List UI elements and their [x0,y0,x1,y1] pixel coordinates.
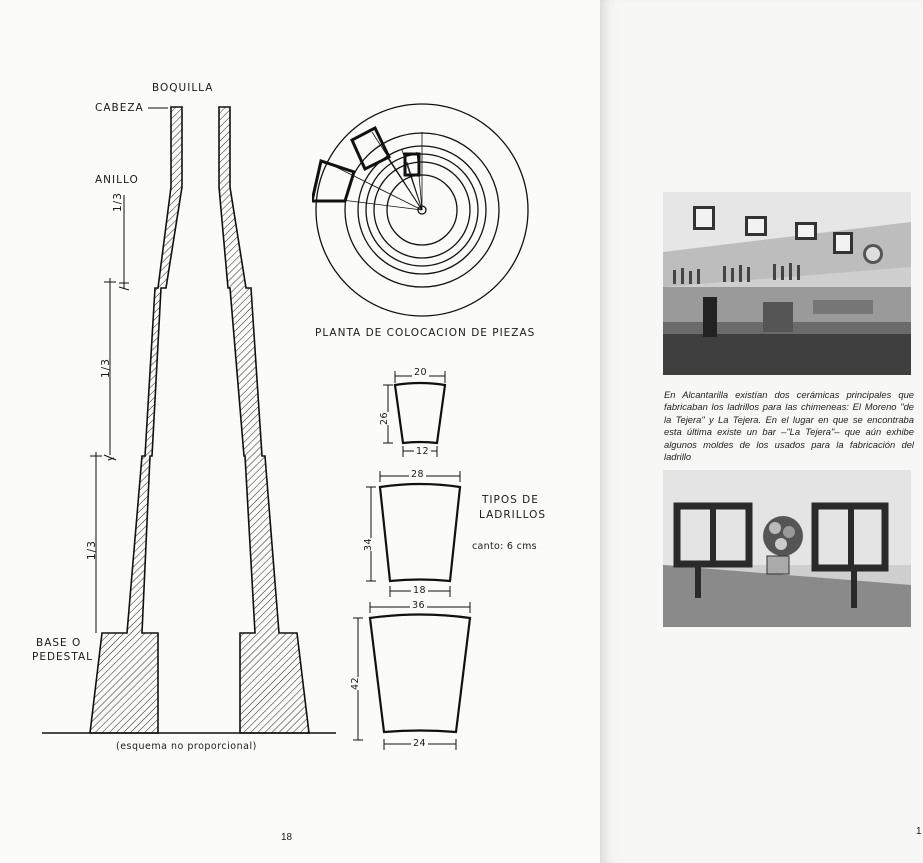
bricks-diagram [350,365,570,765]
small-brick-top: 20 [414,367,428,378]
label-base-line2: PEDESTAL [32,651,93,663]
bar-interior-photo [663,192,911,375]
medium-brick-bottom: 18 [413,585,427,596]
brick-moulds-photo [663,470,911,627]
chimney-right-wall [219,107,309,733]
label-tipos-de: TIPOS DE [482,494,539,506]
small-brick-height: 26 [379,411,390,425]
label-third-bottom: 1/3 [86,540,98,560]
large-brick-height: 42 [350,676,361,690]
photo-caption: En Alcantarilla existían dos cerámicas principales que fabricaban los ladrillos para las chimeneas: El Moreno "de la Tejera" y La Tejera. En el lugar en que se encontraba esta última existe un bar –"La Tejera"– que aún exhibe algunos moldes de los usados para la fabricación del ladrillo [664,389,914,463]
label-third-top: 1/3 [112,192,124,212]
label-third-middle: 1/3 [100,358,112,378]
page-number-left: 18 [281,832,293,843]
page-number-right: 1 [916,826,922,837]
label-esquema: (esquema no proporcional) [116,741,257,752]
third-dimension-lines [90,195,129,633]
label-planta-title: PLANTA DE COLOCACION DE PIEZAS [315,327,536,339]
medium-brick-height: 34 [363,537,374,551]
label-ladrillos: LADRILLOS [479,509,547,521]
label-base-line1: BASE O [36,637,82,649]
small-brick-bottom: 12 [416,446,430,457]
large-brick-top: 36 [412,600,426,611]
medium-brick-top: 28 [411,469,425,480]
large-brick-bottom: 24 [413,738,427,749]
label-cabeza: CABEZA [95,102,144,114]
planta-diagram [312,102,532,322]
chimney-left-wall [90,107,182,733]
label-anillo: ANILLO [95,174,139,186]
label-canto: canto: 6 cms [472,541,537,552]
label-boquilla: BOQUILLA [152,82,214,94]
